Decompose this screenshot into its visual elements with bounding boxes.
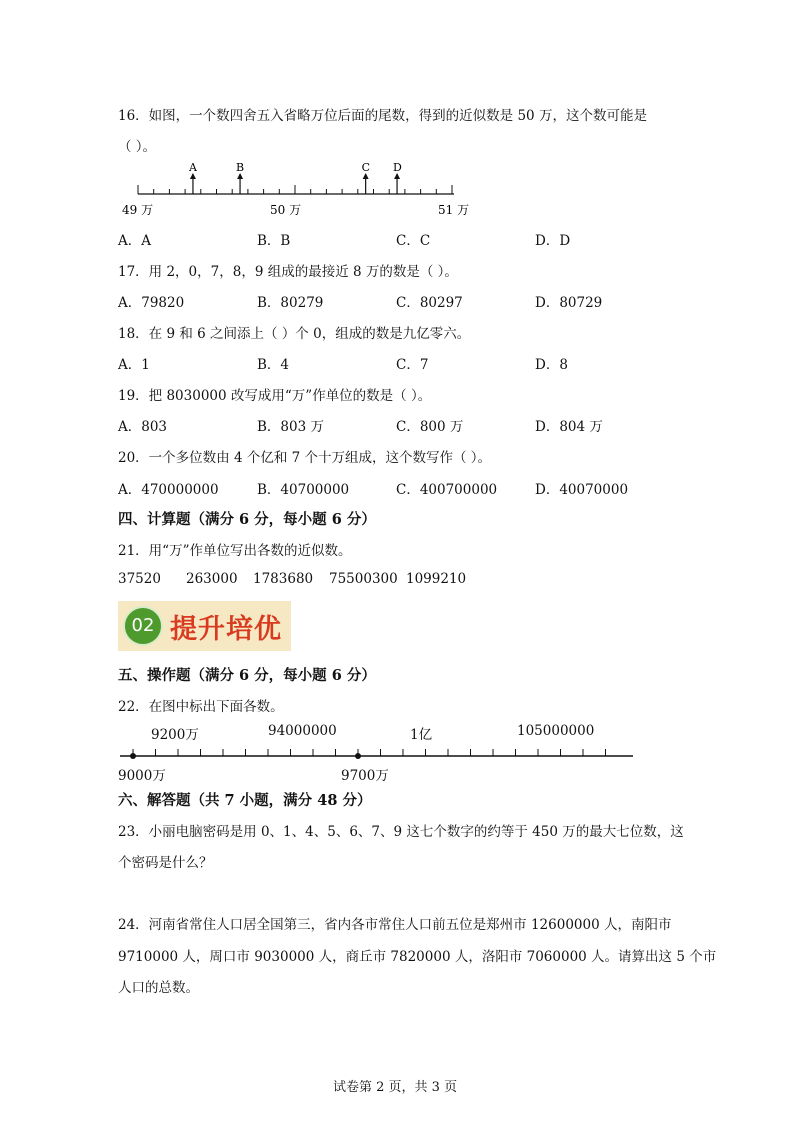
q16-label-49: 49 万: [122, 203, 154, 217]
q16-option-c: C．C: [396, 233, 431, 249]
q17-option-a: A．79820: [118, 295, 185, 311]
q21-number-4: 75500300: [329, 571, 398, 587]
q20-option-c: C．400700000: [396, 482, 498, 498]
svg-text:D: D: [393, 161, 402, 174]
q16-option-a: A．A: [118, 233, 151, 249]
q19-option-a: A．803: [118, 419, 168, 435]
q16-number-line: [118, 160, 488, 220]
q17-text: 17．用 2，0，7，8，9 组成的最接近 8 万的数是（ ）。: [118, 264, 458, 280]
section4-title: 四、计算题（满分 6 分，每小题 6 分）: [118, 511, 376, 528]
q21-number-2: 263000: [186, 571, 238, 587]
q21-number-1: 37520: [118, 571, 161, 587]
q16-label-51: 51 万: [438, 203, 470, 217]
q19-option-d: D．804 万: [535, 419, 603, 435]
q22-dot-9000: [130, 753, 136, 759]
q18-option-d: D．8: [535, 357, 568, 373]
q20-option-a: A．470000000: [118, 482, 219, 498]
svg-text:C: C: [361, 161, 371, 174]
q22-dot-9700: [355, 753, 361, 759]
q22-text: 22．在图中标出下面各数。: [118, 699, 284, 715]
q18-option-c: C．7: [396, 357, 429, 373]
q21-number-5: 1099210: [406, 571, 467, 587]
q21-text: 21．用“万”作单位写出各数的近似数。: [118, 543, 352, 559]
q22-bottom-label-2: 9700万: [341, 768, 389, 784]
q17-option-c: C．80297: [396, 295, 463, 311]
q20-option-b: B．40700000: [257, 482, 350, 498]
q22-top-label-3: 1亿: [410, 727, 433, 743]
q16-text-line2: （ ）。: [118, 139, 157, 155]
q16-label-50: 50 万: [270, 203, 302, 217]
q18-text: 18．在 9 和 6 之间添上（ ）个 0，组成的数是九亿零六。: [118, 326, 471, 342]
q18-option-a: A．1: [118, 357, 150, 373]
q16-ticks: [138, 185, 452, 194]
q18-option-b: B．4: [257, 357, 290, 373]
q16-text-line1: 16．如图，一个数四舍五入省略万位后面的尾数，得到的近似数是 50 万，这个数可能是: [118, 108, 647, 124]
q16-marker-a: [188, 161, 198, 194]
q22-number-line: [115, 744, 640, 764]
q22-bottom-label-1: 9000万: [118, 768, 166, 784]
q19-text: 19．把 8030000 改写成用“万”作单位的数是（ ）。: [118, 388, 432, 404]
q20-text: 20．一个多位数由 4 个亿和 7 个十万组成，这个数写作（ ）。: [118, 450, 492, 466]
q19-option-b: B．803 万: [257, 419, 324, 435]
section6-title: 六、解答题（共 7 小题，满分 48 分）: [118, 792, 372, 809]
q16-marker-d: [393, 161, 402, 194]
q24-text-line1: 24．河南省常住人口居全国第三，省内各市常住人口前五位是郑州市 12600000 人，南阳市: [118, 917, 672, 933]
q21-number-3: 1783680: [253, 571, 314, 587]
q16-marker-c: [362, 161, 370, 194]
svg-text:A: A: [188, 161, 197, 174]
q22-top-label-2: 94000000: [268, 723, 337, 739]
banner-number-badge: 02: [123, 606, 163, 646]
q22-ticks: [133, 749, 606, 756]
q22-top-label-1: 9200万: [151, 727, 199, 743]
q24-text-line2: 9710000 人，周口市 9030000 人，商丘市 7820000 人，洛阳市 7060000 人。请算出这 5 个市: [118, 949, 717, 965]
page-footer: 试卷第 2 页，共 3 页: [333, 1080, 458, 1095]
banner-title: 提升培优: [170, 614, 282, 645]
q24-text-line3: 人口的总数。: [118, 980, 199, 996]
q20-option-d: D．40070000: [535, 482, 629, 498]
q23-text-line2: 个密码是什么？: [118, 855, 213, 871]
q16-marker-b: [236, 161, 244, 194]
q16-option-d: D．D: [535, 233, 571, 249]
q22-top-label-4: 105000000: [517, 723, 595, 739]
section5-title: 五、操作题（满分 6 分，每小题 6 分）: [118, 667, 376, 684]
q23-text-line1: 23．小丽电脑密码是用 0、1、4、5、6、7、9 这七个数字的约等于 450 万的最大七位数，这: [118, 824, 684, 840]
q19-option-c: C．800 万: [396, 419, 464, 435]
q17-option-b: B．80279: [257, 295, 324, 311]
q17-option-d: D．80729: [535, 295, 603, 311]
section-banner: [118, 601, 291, 651]
svg-text:B: B: [236, 161, 245, 174]
q16-option-b: B．B: [257, 233, 291, 249]
